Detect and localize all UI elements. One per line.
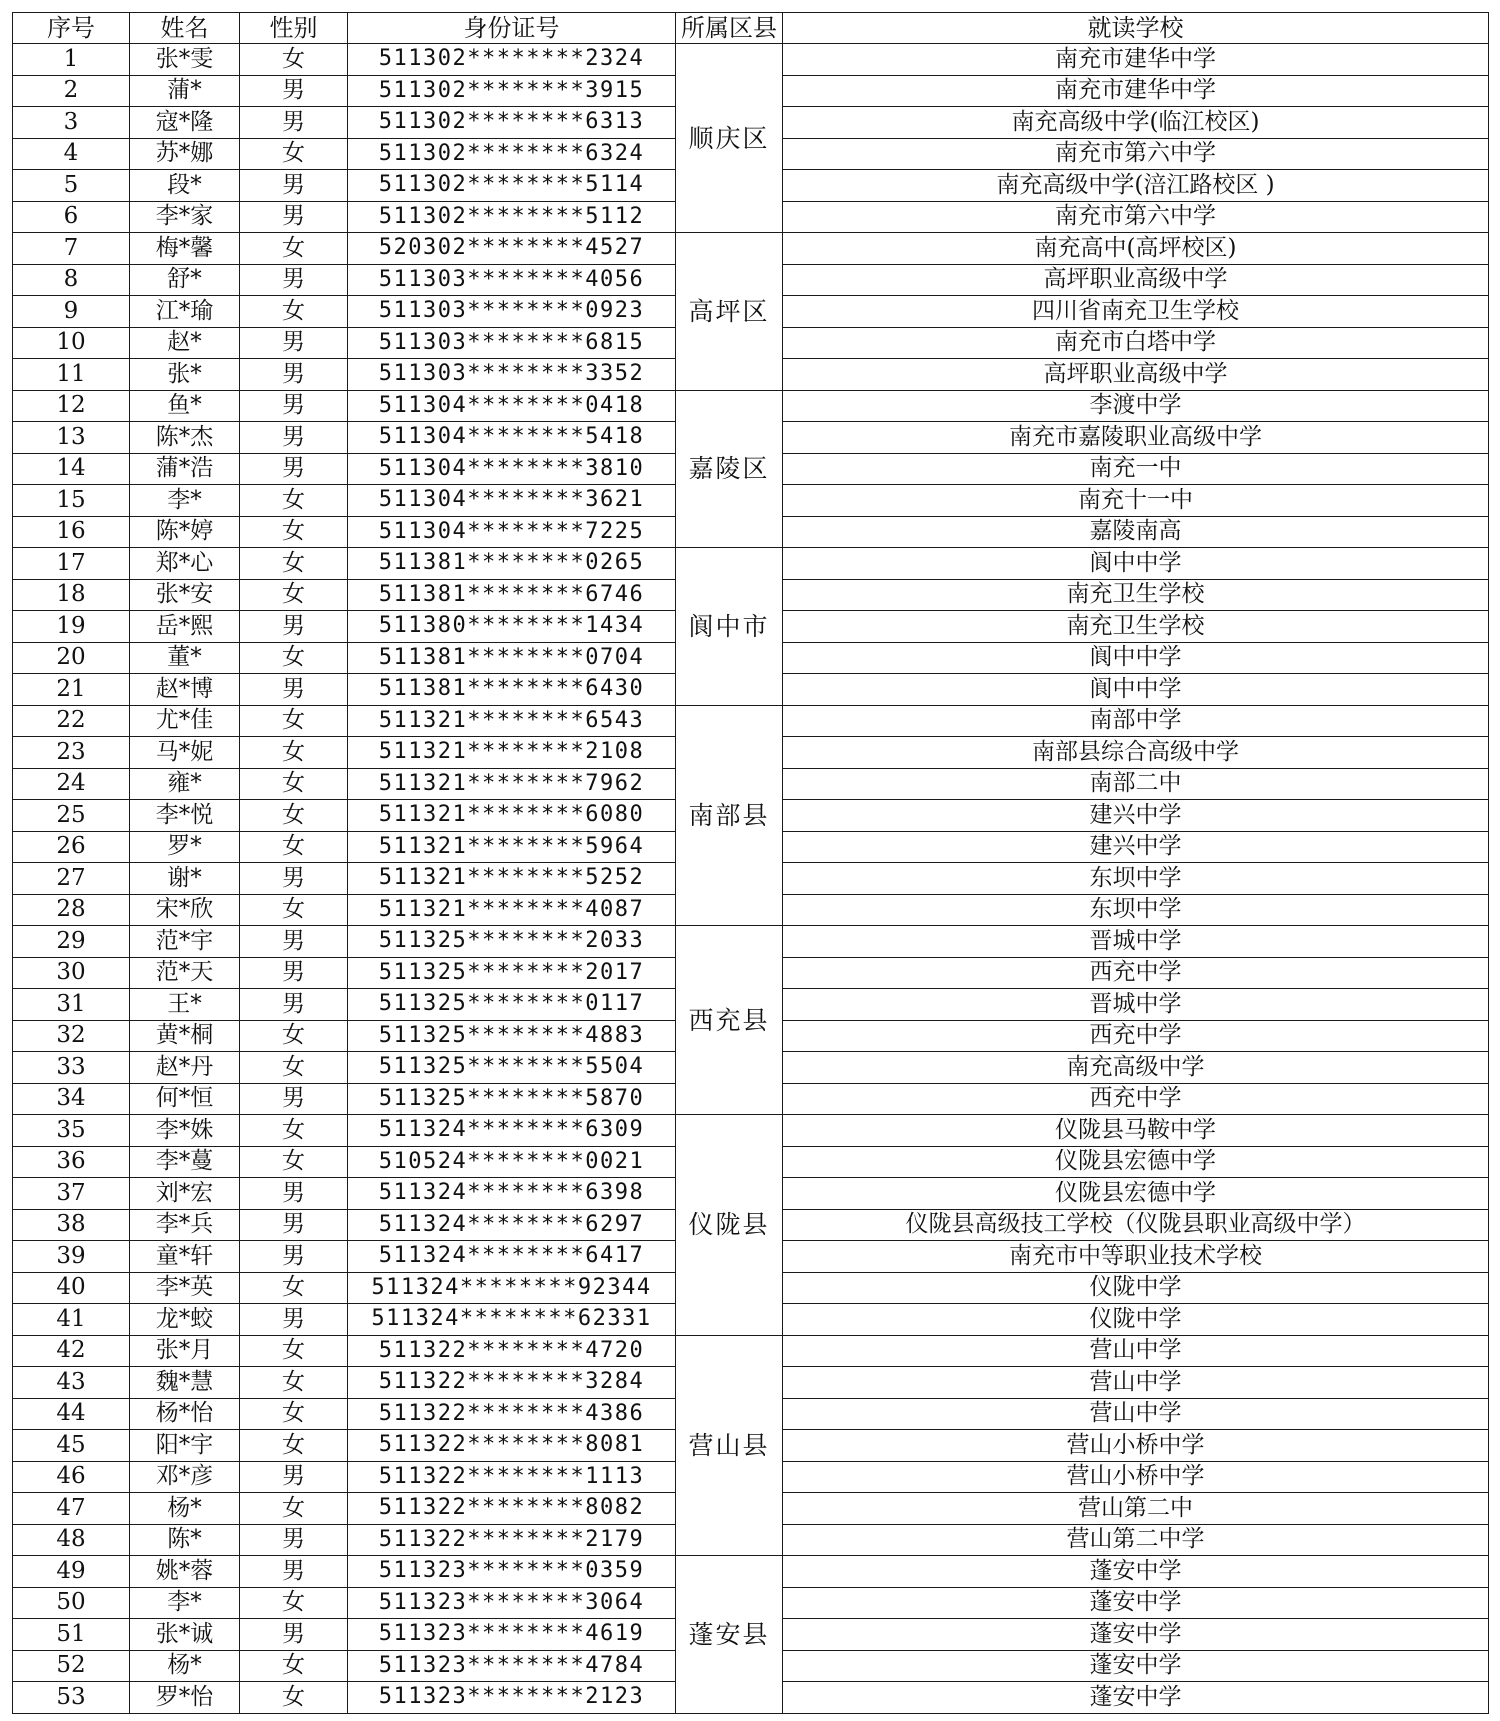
cell-name: 赵*博 <box>130 674 240 706</box>
cell-id-number: 511302********3915 <box>348 75 676 107</box>
cell-id-number: 511324********6309 <box>348 1115 676 1147</box>
cell-name: 赵*丹 <box>130 1052 240 1084</box>
cell-gender: 女 <box>240 1587 348 1619</box>
cell-school: 南充十一中 <box>783 485 1489 517</box>
cell-id-number: 511304********5418 <box>348 422 676 454</box>
cell-id-number: 511325********5504 <box>348 1052 676 1084</box>
cell-id-number: 511303********0923 <box>348 296 676 328</box>
cell-school: 晋城中学 <box>783 926 1489 958</box>
cell-gender: 女 <box>240 579 348 611</box>
cell-county: 营山县 <box>676 1335 783 1556</box>
cell-school: 南充卫生学校 <box>783 579 1489 611</box>
cell-no: 13 <box>13 422 130 454</box>
cell-school: 南充市嘉陵职业高级中学 <box>783 422 1489 454</box>
cell-school: 蓬安中学 <box>783 1556 1489 1588</box>
cell-name: 舒* <box>130 264 240 296</box>
cell-name: 宋*欣 <box>130 894 240 926</box>
cell-gender: 女 <box>240 1367 348 1399</box>
cell-no: 17 <box>13 548 130 580</box>
cell-id-number: 511303********4056 <box>348 264 676 296</box>
cell-school: 仪陇县马鞍中学 <box>783 1115 1489 1147</box>
cell-id-number: 511302********2324 <box>348 44 676 76</box>
cell-school: 西充中学 <box>783 1020 1489 1052</box>
cell-id-number: 511381********0265 <box>348 548 676 580</box>
cell-name: 李*蔓 <box>130 1146 240 1178</box>
cell-no: 3 <box>13 107 130 139</box>
cell-school: 蓬安中学 <box>783 1619 1489 1651</box>
student-table-sheet <box>12 12 1488 1709</box>
cell-school: 仪陇中学 <box>783 1272 1489 1304</box>
cell-id-number: 511304********0418 <box>348 390 676 422</box>
cell-school: 营山小桥中学 <box>783 1430 1489 1462</box>
cell-id-number: 511325********0117 <box>348 989 676 1021</box>
cell-no: 45 <box>13 1430 130 1462</box>
cell-gender: 男 <box>240 1083 348 1115</box>
cell-no: 11 <box>13 359 130 391</box>
cell-no: 43 <box>13 1367 130 1399</box>
cell-gender: 女 <box>240 800 348 832</box>
cell-name: 刘*宏 <box>130 1178 240 1210</box>
cell-gender: 女 <box>240 1398 348 1430</box>
cell-id-number: 511381********0704 <box>348 642 676 674</box>
cell-name: 张*月 <box>130 1335 240 1367</box>
cell-gender: 男 <box>240 107 348 139</box>
cell-no: 42 <box>13 1335 130 1367</box>
cell-no: 18 <box>13 579 130 611</box>
cell-no: 2 <box>13 75 130 107</box>
cell-county: 蓬安县 <box>676 1556 783 1714</box>
cell-no: 44 <box>13 1398 130 1430</box>
cell-no: 15 <box>13 485 130 517</box>
cell-gender: 女 <box>240 1335 348 1367</box>
cell-gender: 女 <box>240 1146 348 1178</box>
cell-name: 杨* <box>130 1493 240 1525</box>
cell-gender: 男 <box>240 1461 348 1493</box>
cell-school: 西充中学 <box>783 1083 1489 1115</box>
cell-name: 阳*宇 <box>130 1430 240 1462</box>
cell-no: 12 <box>13 390 130 422</box>
cell-no: 14 <box>13 453 130 485</box>
cell-school: 营山第二中 <box>783 1493 1489 1525</box>
cell-school: 建兴中学 <box>783 831 1489 863</box>
cell-no: 27 <box>13 863 130 895</box>
cell-id-number: 511302********6313 <box>348 107 676 139</box>
table-row <box>13 705 1489 737</box>
cell-school: 仪陇县高级技工学校（仪陇县职业高级中学） <box>783 1209 1489 1241</box>
table-row <box>13 926 1489 958</box>
cell-id-number: 510524********0021 <box>348 1146 676 1178</box>
cell-id-number: 511302********6324 <box>348 138 676 170</box>
cell-school: 南充市第六中学 <box>783 138 1489 170</box>
cell-no: 24 <box>13 768 130 800</box>
cell-no: 25 <box>13 800 130 832</box>
cell-id-number: 511323********3064 <box>348 1587 676 1619</box>
cell-school: 仪陇县宏德中学 <box>783 1146 1489 1178</box>
cell-name: 何*恒 <box>130 1083 240 1115</box>
cell-school: 南充高级中学(涪江路校区 ) <box>783 170 1489 202</box>
cell-gender: 男 <box>240 453 348 485</box>
cell-gender: 男 <box>240 989 348 1021</box>
cell-name: 陈*杰 <box>130 422 240 454</box>
cell-no: 32 <box>13 1020 130 1052</box>
cell-id-number: 511325********4883 <box>348 1020 676 1052</box>
cell-id-number: 511321********7962 <box>348 768 676 800</box>
cell-gender: 女 <box>240 1493 348 1525</box>
cell-id-number: 520302********4527 <box>348 233 676 265</box>
cell-school: 南部中学 <box>783 705 1489 737</box>
cell-gender: 男 <box>240 327 348 359</box>
cell-name: 苏*娜 <box>130 138 240 170</box>
cell-id-number: 511302********5112 <box>348 201 676 233</box>
cell-name: 张*诚 <box>130 1619 240 1651</box>
cell-county: 西充县 <box>676 926 783 1115</box>
cell-name: 岳*熙 <box>130 611 240 643</box>
cell-id-number: 511304********3810 <box>348 453 676 485</box>
cell-gender: 男 <box>240 926 348 958</box>
cell-no: 47 <box>13 1493 130 1525</box>
cell-id-number: 511303********3352 <box>348 359 676 391</box>
cell-name: 姚*蓉 <box>130 1556 240 1588</box>
cell-id-number: 511304********7225 <box>348 516 676 548</box>
cell-gender: 男 <box>240 1209 348 1241</box>
cell-id-number: 511381********6746 <box>348 579 676 611</box>
cell-school: 阆中中学 <box>783 642 1489 674</box>
cell-gender: 女 <box>240 296 348 328</box>
cell-gender: 女 <box>240 485 348 517</box>
cell-county: 南部县 <box>676 705 783 926</box>
cell-id-number: 511322********3284 <box>348 1367 676 1399</box>
cell-school: 南充高级中学 <box>783 1052 1489 1084</box>
cell-no: 31 <box>13 989 130 1021</box>
cell-id-number: 511325********2017 <box>348 957 676 989</box>
cell-id-number: 511324********92344 <box>348 1272 676 1304</box>
cell-gender: 男 <box>240 1241 348 1273</box>
cell-school: 南部二中 <box>783 768 1489 800</box>
cell-name: 张*雯 <box>130 44 240 76</box>
cell-id-number: 511324********6398 <box>348 1178 676 1210</box>
cell-id-number: 511324********62331 <box>348 1304 676 1336</box>
cell-school: 阆中中学 <box>783 548 1489 580</box>
cell-no: 52 <box>13 1650 130 1682</box>
header-gender: 性别 <box>240 13 348 44</box>
cell-name: 李* <box>130 485 240 517</box>
cell-id-number: 511321********6543 <box>348 705 676 737</box>
cell-gender: 女 <box>240 1052 348 1084</box>
cell-school: 南充市建华中学 <box>783 75 1489 107</box>
cell-school: 东坝中学 <box>783 894 1489 926</box>
cell-gender: 男 <box>240 1178 348 1210</box>
cell-gender: 女 <box>240 1115 348 1147</box>
cell-county: 阆中市 <box>676 548 783 706</box>
cell-gender: 男 <box>240 1304 348 1336</box>
cell-no: 7 <box>13 233 130 265</box>
cell-gender: 女 <box>240 1650 348 1682</box>
cell-name: 李*家 <box>130 201 240 233</box>
cell-name: 梅*馨 <box>130 233 240 265</box>
cell-school: 营山第二中学 <box>783 1524 1489 1556</box>
cell-no: 10 <box>13 327 130 359</box>
cell-id-number: 511325********5870 <box>348 1083 676 1115</box>
cell-id-number: 511303********6815 <box>348 327 676 359</box>
cell-name: 李*姝 <box>130 1115 240 1147</box>
cell-id-number: 511323********0359 <box>348 1556 676 1588</box>
cell-name: 童*轩 <box>130 1241 240 1273</box>
cell-name: 李* <box>130 1587 240 1619</box>
cell-school: 阆中中学 <box>783 674 1489 706</box>
header-no: 序号 <box>13 13 130 44</box>
cell-school: 南充高中(高坪校区) <box>783 233 1489 265</box>
cell-school: 建兴中学 <box>783 800 1489 832</box>
cell-county: 嘉陵区 <box>676 390 783 548</box>
cell-no: 26 <box>13 831 130 863</box>
cell-gender: 女 <box>240 233 348 265</box>
cell-school: 南充高级中学(临江校区) <box>783 107 1489 139</box>
cell-no: 53 <box>13 1682 130 1714</box>
cell-school: 南充市第六中学 <box>783 201 1489 233</box>
cell-school: 嘉陵南高 <box>783 516 1489 548</box>
cell-id-number: 511322********8082 <box>348 1493 676 1525</box>
cell-no: 40 <box>13 1272 130 1304</box>
cell-no: 36 <box>13 1146 130 1178</box>
cell-name: 魏*慧 <box>130 1367 240 1399</box>
cell-school: 高坪职业高级中学 <box>783 359 1489 391</box>
cell-gender: 女 <box>240 548 348 580</box>
cell-gender: 男 <box>240 422 348 454</box>
cell-id-number: 511325********2033 <box>348 926 676 958</box>
cell-name: 张*安 <box>130 579 240 611</box>
cell-name: 范*天 <box>130 957 240 989</box>
cell-school: 晋城中学 <box>783 989 1489 1021</box>
cell-gender: 男 <box>240 1556 348 1588</box>
cell-school: 高坪职业高级中学 <box>783 264 1489 296</box>
cell-gender: 女 <box>240 642 348 674</box>
cell-gender: 女 <box>240 705 348 737</box>
table-body <box>13 44 1489 1714</box>
cell-name: 董* <box>130 642 240 674</box>
cell-id-number: 511321********4087 <box>348 894 676 926</box>
cell-id-number: 511380********1434 <box>348 611 676 643</box>
cell-gender: 女 <box>240 831 348 863</box>
cell-school: 李渡中学 <box>783 390 1489 422</box>
cell-school: 南充市白塔中学 <box>783 327 1489 359</box>
cell-school: 南充市中等职业技术学校 <box>783 1241 1489 1273</box>
cell-name: 鱼* <box>130 390 240 422</box>
cell-name: 李*英 <box>130 1272 240 1304</box>
cell-name: 谢* <box>130 863 240 895</box>
cell-gender: 男 <box>240 611 348 643</box>
cell-gender: 女 <box>240 737 348 769</box>
cell-name: 杨*怡 <box>130 1398 240 1430</box>
cell-name: 段* <box>130 170 240 202</box>
table-row <box>13 233 1489 265</box>
cell-id-number: 511321********6080 <box>348 800 676 832</box>
cell-name: 雍* <box>130 768 240 800</box>
cell-no: 6 <box>13 201 130 233</box>
table-row <box>13 1115 1489 1147</box>
cell-school: 西充中学 <box>783 957 1489 989</box>
cell-gender: 男 <box>240 957 348 989</box>
cell-name: 陈*婷 <box>130 516 240 548</box>
cell-name: 赵* <box>130 327 240 359</box>
cell-no: 35 <box>13 1115 130 1147</box>
cell-no: 34 <box>13 1083 130 1115</box>
cell-no: 22 <box>13 705 130 737</box>
cell-id-number: 511322********4386 <box>348 1398 676 1430</box>
header-row <box>13 13 1489 44</box>
cell-no: 30 <box>13 957 130 989</box>
cell-no: 1 <box>13 44 130 76</box>
header-county: 所属区县 <box>676 13 783 44</box>
cell-county: 顺庆区 <box>676 44 783 233</box>
cell-no: 19 <box>13 611 130 643</box>
table-row <box>13 390 1489 422</box>
table-row <box>13 548 1489 580</box>
cell-no: 29 <box>13 926 130 958</box>
cell-name: 张* <box>130 359 240 391</box>
header-school: 就读学校 <box>783 13 1489 44</box>
cell-no: 5 <box>13 170 130 202</box>
cell-id-number: 511321********5252 <box>348 863 676 895</box>
cell-name: 蒲*浩 <box>130 453 240 485</box>
cell-gender: 男 <box>240 674 348 706</box>
cell-name: 李*悦 <box>130 800 240 832</box>
cell-school: 营山中学 <box>783 1398 1489 1430</box>
header-name: 姓名 <box>130 13 240 44</box>
cell-name: 杨* <box>130 1650 240 1682</box>
cell-id-number: 511302********5114 <box>348 170 676 202</box>
cell-name: 黄*桐 <box>130 1020 240 1052</box>
cell-name: 范*宇 <box>130 926 240 958</box>
cell-id-number: 511323********2123 <box>348 1682 676 1714</box>
cell-school: 仪陇中学 <box>783 1304 1489 1336</box>
cell-no: 33 <box>13 1052 130 1084</box>
cell-school: 营山小桥中学 <box>783 1461 1489 1493</box>
cell-gender: 男 <box>240 75 348 107</box>
cell-gender: 男 <box>240 1524 348 1556</box>
cell-school: 蓬安中学 <box>783 1650 1489 1682</box>
cell-no: 16 <box>13 516 130 548</box>
cell-id-number: 511321********2108 <box>348 737 676 769</box>
cell-id-number: 511322********1113 <box>348 1461 676 1493</box>
cell-no: 23 <box>13 737 130 769</box>
cell-gender: 男 <box>240 201 348 233</box>
cell-id-number: 511322********8081 <box>348 1430 676 1462</box>
cell-no: 51 <box>13 1619 130 1651</box>
cell-gender: 女 <box>240 1272 348 1304</box>
cell-gender: 男 <box>240 1619 348 1651</box>
cell-no: 21 <box>13 674 130 706</box>
cell-gender: 男 <box>240 359 348 391</box>
cell-no: 28 <box>13 894 130 926</box>
cell-no: 37 <box>13 1178 130 1210</box>
cell-name: 罗*怡 <box>130 1682 240 1714</box>
cell-no: 8 <box>13 264 130 296</box>
cell-school: 仪陇县宏德中学 <box>783 1178 1489 1210</box>
cell-school: 营山中学 <box>783 1367 1489 1399</box>
cell-school: 南充一中 <box>783 453 1489 485</box>
cell-no: 38 <box>13 1209 130 1241</box>
cell-gender: 女 <box>240 1020 348 1052</box>
cell-gender: 女 <box>240 516 348 548</box>
cell-gender: 女 <box>240 1430 348 1462</box>
table-header <box>13 13 1489 44</box>
cell-school: 东坝中学 <box>783 863 1489 895</box>
cell-name: 罗* <box>130 831 240 863</box>
cell-no: 50 <box>13 1587 130 1619</box>
cell-school: 蓬安中学 <box>783 1682 1489 1714</box>
cell-county: 仪陇县 <box>676 1115 783 1336</box>
cell-gender: 女 <box>240 138 348 170</box>
cell-gender: 男 <box>240 390 348 422</box>
table-row <box>13 44 1489 76</box>
cell-gender: 女 <box>240 1682 348 1714</box>
cell-school: 营山中学 <box>783 1335 1489 1367</box>
cell-gender: 男 <box>240 264 348 296</box>
cell-id-number: 511322********2179 <box>348 1524 676 1556</box>
cell-id-number: 511321********5964 <box>348 831 676 863</box>
cell-school: 四川省南充卫生学校 <box>783 296 1489 328</box>
cell-gender: 男 <box>240 863 348 895</box>
cell-name: 江*瑜 <box>130 296 240 328</box>
cell-name: 郑*心 <box>130 548 240 580</box>
cell-gender: 女 <box>240 44 348 76</box>
cell-name: 龙*蛟 <box>130 1304 240 1336</box>
cell-school: 南充市建华中学 <box>783 44 1489 76</box>
cell-no: 39 <box>13 1241 130 1273</box>
student-table <box>12 12 1489 1714</box>
cell-county: 高坪区 <box>676 233 783 391</box>
cell-id-number: 511304********3621 <box>348 485 676 517</box>
cell-id-number: 511324********6417 <box>348 1241 676 1273</box>
cell-no: 49 <box>13 1556 130 1588</box>
cell-gender: 女 <box>240 894 348 926</box>
cell-no: 46 <box>13 1461 130 1493</box>
cell-name: 蒲* <box>130 75 240 107</box>
cell-id-number: 511323********4619 <box>348 1619 676 1651</box>
table-row <box>13 1556 1489 1588</box>
cell-no: 48 <box>13 1524 130 1556</box>
cell-school: 南充卫生学校 <box>783 611 1489 643</box>
cell-no: 20 <box>13 642 130 674</box>
cell-name: 李*兵 <box>130 1209 240 1241</box>
table-row <box>13 1335 1489 1367</box>
cell-gender: 男 <box>240 170 348 202</box>
cell-school: 南部县综合高级中学 <box>783 737 1489 769</box>
cell-id-number: 511381********6430 <box>348 674 676 706</box>
cell-name: 陈* <box>130 1524 240 1556</box>
cell-name: 邓*彦 <box>130 1461 240 1493</box>
cell-name: 王* <box>130 989 240 1021</box>
cell-no: 41 <box>13 1304 130 1336</box>
cell-no: 4 <box>13 138 130 170</box>
cell-name: 寇*隆 <box>130 107 240 139</box>
cell-gender: 女 <box>240 768 348 800</box>
cell-id-number: 511323********4784 <box>348 1650 676 1682</box>
cell-name: 尤*佳 <box>130 705 240 737</box>
cell-no: 9 <box>13 296 130 328</box>
cell-name: 马*妮 <box>130 737 240 769</box>
cell-id-number: 511322********4720 <box>348 1335 676 1367</box>
header-id-number: 身份证号 <box>348 13 676 44</box>
cell-id-number: 511324********6297 <box>348 1209 676 1241</box>
cell-school: 蓬安中学 <box>783 1587 1489 1619</box>
